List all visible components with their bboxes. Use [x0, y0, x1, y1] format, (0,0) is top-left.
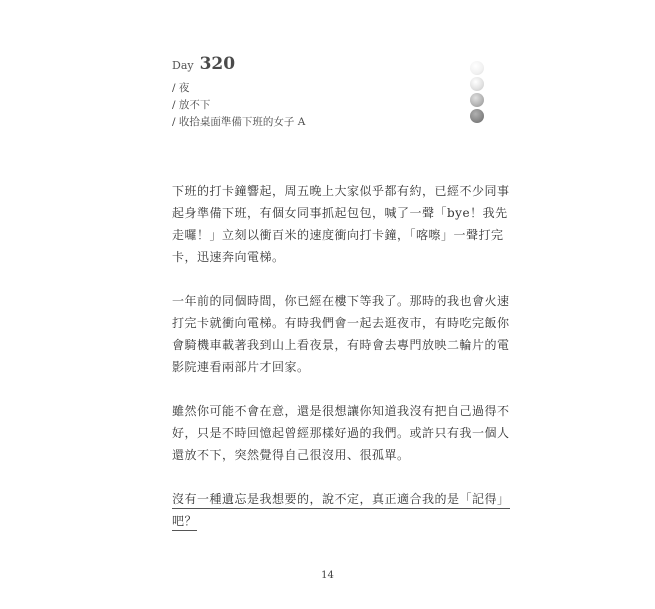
underlined-text: 吧？ [172, 514, 197, 531]
text-line: 一年前的同個時間，你已經在樓下等我了。那時的我也會火速 [172, 294, 510, 308]
paragraph [172, 180, 510, 268]
text-line [172, 488, 510, 510]
text-line: 會騎機車載著我到山上看夜景，有時會去專門放映二輪片的電 [172, 338, 510, 352]
tag-item: / 夜 [172, 82, 190, 94]
text-line: 影院連看兩部片才回家。 [172, 360, 310, 374]
moon-phase-icon [470, 93, 484, 107]
day-label: Day [172, 59, 194, 72]
text-line: 打完卡就衝向電梯。有時我們會一起去逛夜市，有時吃完飯你 [172, 316, 510, 330]
paragraph [172, 400, 510, 466]
text-line [172, 510, 490, 532]
closing-paragraph [172, 488, 510, 532]
body-text [172, 180, 510, 554]
underlined-text: 沒有一種遺忘是我想要的，說不定，真正適合我的是「記得」 [172, 492, 510, 509]
text-line: 卡，迅速奔向電梯。 [172, 250, 285, 264]
paragraph [172, 290, 510, 378]
moon-phase-icon [470, 77, 484, 91]
moon-phase-icon [470, 109, 484, 123]
text-line: 走囉！」立刻以衝百米的速度衝向打卡鐘，「喀嚓」一聲打完 [172, 228, 504, 242]
text-line: 還放不下，突然覺得自己很沒用、很孤單。 [172, 448, 410, 462]
tag-item: / 收拾桌面準備下班的女子 A [172, 116, 306, 128]
page-number: 14 [321, 570, 334, 581]
text-line: 起身準備下班，有個女同事抓起包包，喊了一聲「bye！我先 [172, 206, 508, 220]
text-line: 下班的打卡鐘響起，周五晚上大家似乎都有約，已經不少同事 [172, 184, 510, 198]
text-line: 雖然你可能不會在意，還是很想讓你知道我沒有把自己過得不 [172, 404, 510, 418]
tag-item: / 放不下 [172, 99, 211, 111]
day-number: 320 [199, 54, 236, 74]
tag-list [172, 80, 305, 131]
entry-header [172, 54, 305, 131]
moon-phase-indicator [470, 61, 484, 123]
text-line: 好，只是不時回憶起曾經那樣好過的我們。或許只有我一個人 [172, 426, 510, 440]
day-heading [172, 54, 305, 74]
moon-phase-icon [470, 61, 484, 75]
